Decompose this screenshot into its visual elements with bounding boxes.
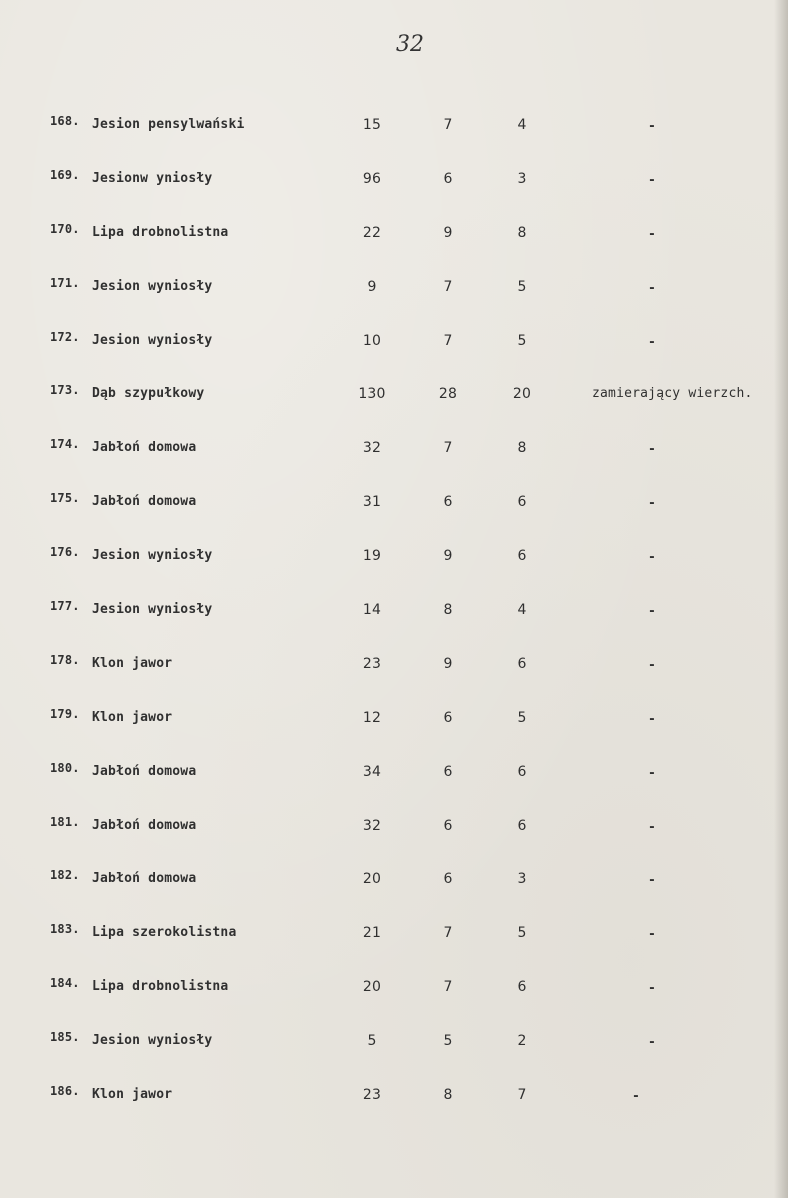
tree-species: Lipa drobnolistna: [92, 224, 229, 240]
page-number: 32: [396, 32, 424, 57]
row-number: 180.: [50, 760, 80, 775]
value-col-3: 7: [517, 1087, 527, 1104]
row-number: 173.: [50, 383, 80, 398]
value-col-3: 6: [517, 979, 527, 996]
tree-species: Jesion wyniosły: [92, 548, 213, 564]
value-col-2: 6: [443, 170, 453, 187]
value-col-2: 9: [443, 548, 453, 565]
row-number: 168.: [50, 114, 80, 128]
row-number: 169.: [50, 167, 80, 182]
value-col-2: 9: [443, 224, 453, 241]
value-col-1: 10: [362, 332, 382, 349]
row-number: 186.: [50, 1084, 80, 1099]
value-col-2: 7: [443, 925, 453, 942]
remarks: zamierający wierzch.: [592, 386, 753, 402]
table-row: [0, 437, 788, 494]
remarks: -: [648, 711, 657, 727]
value-col-2: 6: [443, 817, 453, 834]
tree-species: Jesion wyniosły: [92, 278, 213, 294]
value-col-3: 4: [517, 117, 527, 133]
table-row: [0, 275, 788, 333]
value-col-2: 6: [443, 494, 453, 511]
value-col-1: 15: [362, 117, 382, 133]
value-col-1: 34: [362, 763, 382, 780]
value-col-1: 9: [367, 278, 377, 295]
remarks: -: [648, 496, 657, 512]
remarks: -: [648, 119, 657, 134]
value-col-2: 7: [443, 117, 453, 133]
tree-species: Jesionw yniosły: [92, 170, 213, 186]
row-number: 170.: [50, 221, 80, 236]
value-col-2: 7: [443, 440, 453, 457]
tree-species: Klon jawor: [92, 1087, 173, 1103]
value-col-1: 32: [362, 440, 382, 457]
tree-species: Jabłoń domowa: [92, 440, 197, 456]
remarks: -: [648, 172, 657, 188]
remarks: -: [648, 280, 657, 296]
row-number: 179.: [50, 706, 80, 721]
remarks: -: [648, 442, 657, 458]
row-number: 178.: [50, 652, 80, 667]
tree-species: Klon jawor: [92, 655, 173, 671]
table-row: [0, 814, 788, 872]
value-col-1: 20: [362, 979, 382, 996]
value-col-1: 5: [367, 1033, 377, 1050]
tree-species: Jesion wyniosły: [92, 602, 213, 618]
value-col-1: 31: [362, 494, 382, 511]
row-number: 185.: [50, 1030, 80, 1045]
table-row: [0, 221, 788, 279]
tree-species: Dąb szypułkowy: [92, 386, 205, 402]
value-col-2: 7: [443, 278, 453, 295]
table-row: [0, 868, 788, 925]
tree-species: Jesion wyniosły: [92, 1033, 213, 1049]
value-col-2: 8: [443, 602, 453, 619]
remarks: -: [648, 873, 657, 889]
value-col-3: 2: [517, 1033, 527, 1050]
value-col-2: 5: [443, 1033, 453, 1050]
value-col-1: 23: [362, 655, 382, 672]
table-row: [0, 706, 788, 764]
row-number: 176.: [50, 545, 80, 560]
row-number: 177.: [50, 599, 80, 614]
value-col-3: 8: [517, 224, 527, 241]
row-number: 175.: [50, 491, 80, 506]
value-col-2: 6: [443, 871, 453, 888]
table-row: [0, 167, 788, 225]
value-col-3: 3: [517, 871, 527, 888]
row-number: 172.: [50, 329, 80, 344]
tree-species: Jabłoń domowa: [92, 817, 197, 833]
value-col-3: 3: [517, 170, 527, 187]
value-col-1: 32: [362, 817, 382, 834]
value-col-1: 21: [362, 925, 382, 942]
remarks: -: [648, 981, 657, 997]
remarks: -: [648, 657, 657, 673]
table-row: [0, 114, 788, 171]
remarks: -: [648, 819, 657, 835]
value-col-1: 23: [362, 1087, 382, 1104]
value-col-1: 12: [362, 709, 382, 726]
value-col-3: 5: [517, 925, 527, 942]
value-col-3: 6: [517, 548, 527, 565]
tree-species: Lipa drobnolistna: [92, 979, 229, 995]
value-col-2: 7: [443, 979, 453, 996]
row-number: 182.: [50, 868, 80, 883]
table-row: [0, 545, 788, 602]
remarks: -: [648, 334, 657, 350]
value-col-2: 8: [443, 1087, 453, 1104]
table-row: [0, 976, 788, 1033]
tree-species: Jabłoń domowa: [92, 494, 197, 510]
remarks: -: [648, 550, 657, 566]
value-col-3: 6: [517, 817, 527, 834]
remarks: -: [632, 1089, 641, 1105]
value-col-2: 9: [443, 655, 453, 672]
table-row: [0, 491, 788, 548]
value-col-3: 4: [517, 602, 527, 619]
row-number: 171.: [50, 275, 80, 290]
value-col-1: 14: [362, 602, 382, 619]
value-col-2: 7: [443, 332, 453, 349]
value-col-3: 5: [517, 332, 527, 349]
value-col-3: 6: [517, 763, 527, 780]
table-row: [0, 329, 788, 387]
tree-species: Jesion wyniosły: [92, 332, 213, 348]
remarks: -: [648, 226, 657, 242]
tree-species: Jabłoń domowa: [92, 763, 197, 779]
value-col-3: 6: [517, 655, 527, 672]
value-col-3: 5: [517, 278, 527, 295]
table-row: [0, 599, 788, 656]
tree-species: Jesion pensylwański: [92, 117, 245, 132]
table-row: [0, 922, 788, 979]
value-col-1: 20: [362, 871, 382, 888]
value-col-1: 22: [362, 224, 382, 241]
remarks: -: [648, 765, 657, 781]
table-row: [0, 760, 788, 818]
row-number: 174.: [50, 437, 80, 452]
table-row: [0, 1084, 788, 1141]
tree-species: Klon jawor: [92, 709, 173, 725]
value-col-3: 8: [517, 440, 527, 457]
table-row: [0, 1030, 788, 1087]
tree-species: Lipa szerokolistna: [92, 925, 237, 941]
value-col-3: 20: [512, 386, 532, 403]
table-row: [0, 383, 788, 440]
row-number: 184.: [50, 976, 80, 991]
row-number: 181.: [50, 814, 80, 829]
table-row: [0, 652, 788, 710]
remarks: -: [648, 1035, 657, 1051]
remarks: -: [648, 927, 657, 943]
tree-species: Jabłoń domowa: [92, 871, 197, 887]
value-col-2: 6: [443, 709, 453, 726]
row-number: 183.: [50, 922, 80, 937]
value-col-3: 6: [517, 494, 527, 511]
value-col-1: 19: [362, 548, 382, 565]
remarks: -: [648, 604, 657, 620]
value-col-1: 96: [362, 170, 382, 187]
tree-inventory-table: [0, 114, 788, 1141]
value-col-3: 5: [517, 709, 527, 726]
value-col-2: 28: [438, 386, 458, 403]
value-col-1: 130: [358, 386, 386, 403]
value-col-2: 6: [443, 763, 453, 780]
